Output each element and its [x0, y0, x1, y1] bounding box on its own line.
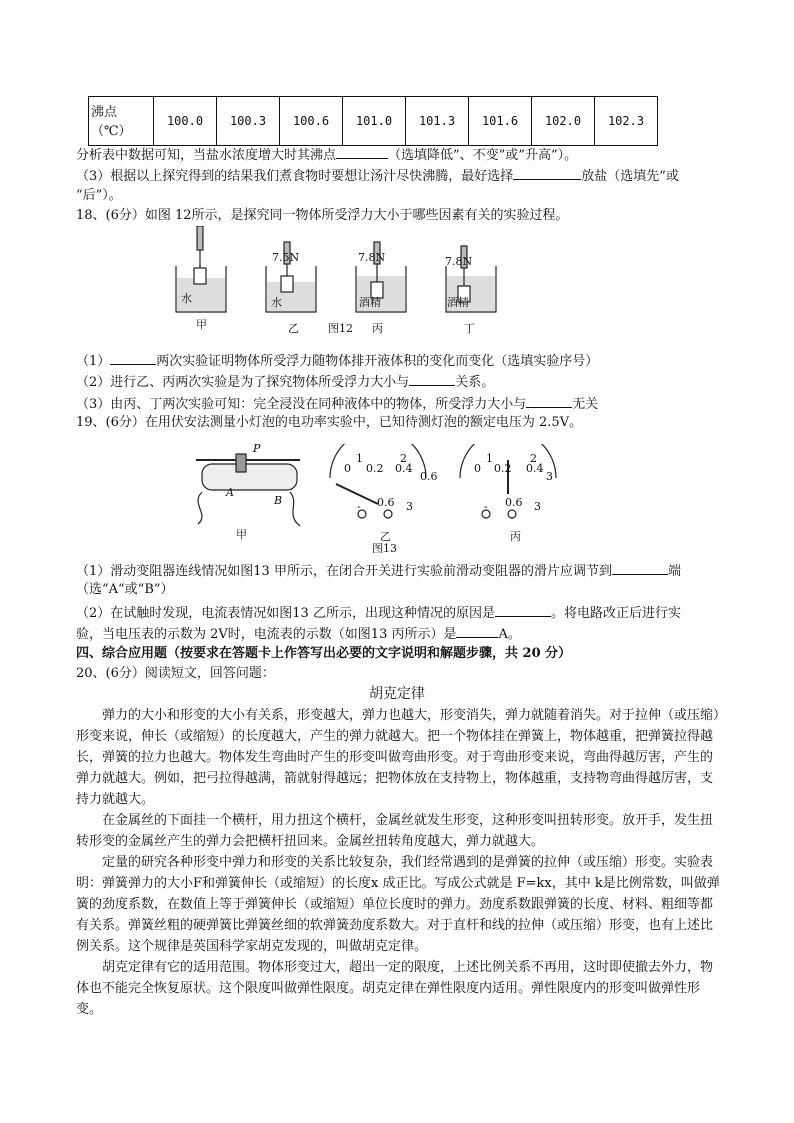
table-cell: 102.0	[532, 97, 595, 146]
answer-blank[interactable]	[336, 144, 388, 159]
liquid-label: 酒精	[359, 296, 381, 309]
boiling-point-table	[88, 96, 658, 146]
terminal	[384, 510, 392, 518]
text: 19、(6分）在用伏安法测量小灯泡的电功率实验中，已知待测灯泡的额定电压为 2.5V。	[76, 415, 583, 430]
liquid-label: 水	[181, 292, 192, 305]
minus-terminal-label: -	[357, 500, 361, 513]
table-row	[89, 97, 658, 146]
text: 分析表中数据可知，当盐水浓度增大时其沸点	[76, 148, 337, 163]
scale-label: 2	[400, 452, 407, 465]
terminal-label: 0.6	[377, 496, 395, 509]
text: 端	[667, 564, 681, 579]
question-19-1	[76, 560, 681, 582]
article-paragraph: 定量的研究各种形变中弹力和形变的关系比较复杂，我们经常遇到的是弹簧的拉伸（或压缩）形变。实验表明：弹簧弹力的大小F和弹簧伸长（或缩短）的长度x 成正比。写成公式就是 F=kx，其中 k是比例常数，叫做弹簧的劲度系数，在数值上等于弹簧伸长（或缩短）单位长度时的弹力。劲度系数跟弹簧的长度、材料、粗细等都有关系。弹簧丝粗的硬弹簧比弹簧丝细的软弹簧劲度系数大。对于直杆和线的拉伸（或压缩）形变，也有上述比例关系。这个规律是英国科学家胡克发现的，叫做胡克定律。	[76, 855, 720, 954]
question-19-1-cont	[76, 580, 174, 600]
force-label: 7.8N	[445, 255, 473, 268]
figure-caption: 图13	[372, 542, 397, 555]
figure-label: 丁	[464, 322, 475, 335]
table-cell: 101.3	[406, 97, 469, 146]
terminal-label: 3	[534, 500, 541, 513]
article-paragraph: 弹力的大小和形变的大小有关系，形变越大，弹力也越大，形变消失，弹力就随着消失。对于拉伸（或压缩）形变来说，伸长（或缩短）的长度越大，产生的弹力就越大。把一个物体挂在弹簧上，物体越重，把弹簧拉得越长，弹簧的拉力也越大。物体发生弯曲时产生的形变叫做弯曲形变。对于弯曲形变来说，弯曲得越厉害，产生的弹力就越大。例如，把弓拉得越满，箭就射得越远；把物体放在支持物上，物体越重，支持物弯曲得越厉害，支持力就越大。	[76, 708, 720, 807]
question-18-3	[76, 393, 598, 415]
terminal-label: 3	[406, 500, 413, 513]
scale-label: 0.4	[526, 462, 544, 475]
text: （1）	[76, 354, 111, 369]
figure-label: 丙	[372, 322, 383, 335]
section-heading	[76, 644, 571, 664]
figure-label: 乙	[288, 322, 299, 335]
question-19	[76, 413, 582, 433]
article-title: 胡克定律	[369, 686, 425, 702]
text: “后”）。	[76, 188, 122, 203]
force-label: 7.8N	[358, 251, 386, 264]
answer-blank[interactable]	[526, 393, 572, 408]
answer-blank[interactable]	[495, 602, 551, 617]
scale-label: 0	[344, 462, 351, 475]
table-cell: 100.6	[280, 97, 343, 146]
article-paragraph: 在金属丝的下面挂一个横杆，用力扭这个横杆，金属丝就发生形变，这种形变叫扭转形变。放开手，发生扭转形变的金属丝产生的弹力会把横杆扭回来。金属丝扭转角度越大，弹力就越大。	[76, 813, 714, 849]
text: 。将电路改正后进行实	[550, 606, 681, 621]
scale-label: 2	[530, 452, 537, 465]
text: （3）由丙、丁两次实验可知：完全浸没在同种液体中的物体，所受浮力大小与	[76, 397, 527, 412]
object-block	[281, 276, 293, 292]
scale-label: 0.6	[420, 470, 438, 483]
table-cell: 100.0	[154, 97, 217, 146]
question-18-1	[76, 350, 598, 372]
end-label: B	[274, 494, 283, 507]
scale-label: 3	[546, 470, 553, 483]
force-label: 7.5N	[272, 251, 300, 264]
figure-label: 甲	[236, 528, 247, 541]
text: A。	[498, 627, 521, 642]
terminal	[508, 510, 516, 518]
text: （2）在试触时发现，电流表情况如图13 乙所示，出现这种情况的原因是	[76, 606, 495, 621]
text: （2）进行乙、丙两次实验是为了探究物体所受浮力大小与	[76, 375, 410, 390]
figure-label: 甲	[196, 318, 207, 331]
answer-blank[interactable]	[612, 560, 668, 575]
question-17-3-cont	[76, 186, 122, 206]
object-block	[194, 268, 206, 284]
answer-blank[interactable]	[456, 623, 498, 638]
wire	[290, 492, 300, 526]
figure-label: 丙	[510, 530, 521, 543]
rheostat-coil	[202, 464, 297, 490]
text: 四、综合应用题（按要求在答题卡上作答写出必要的文字说明和解题步骤，共 20 分）	[76, 646, 572, 661]
question-19-2-cont	[76, 623, 521, 645]
text: （选“A“或“B”）	[76, 582, 174, 597]
question-18	[76, 206, 569, 226]
slider	[236, 454, 246, 472]
spring-scale	[197, 226, 203, 250]
answer-blank[interactable]	[409, 371, 455, 386]
end-label: A	[226, 486, 234, 499]
liquid-label: 水	[271, 296, 282, 309]
table-cell: 100.3	[217, 97, 280, 146]
scale-label: 0.4	[395, 462, 413, 475]
article-paragraph: 胡克定律有它的适用范围。物体形变过大，超出一定的限度，上述比例关系不再用，这时即使撤去外力，物体也不能完全恢复原状。这个限度叫做弹性限度。胡克定律在弹性限度内适用。弹性限度内的形变叫做弹性形变。	[76, 960, 714, 1017]
scale-label: 1	[486, 452, 493, 465]
analysis-line	[76, 144, 577, 166]
figure-caption: 图12	[328, 322, 353, 335]
text: 放盐（选填先”或	[581, 169, 679, 184]
table-cell: 101.0	[343, 97, 406, 146]
scale-label: 1	[356, 452, 363, 465]
text: （选填降低”、不变”或”升高”）。	[388, 148, 578, 163]
table-cell: 102.3	[595, 97, 658, 146]
question-20	[76, 664, 275, 684]
text: 20、(6分）阅读短文，回答问题：	[76, 666, 275, 681]
text: 18、(6分）如图 12所示，是探究同一物体所受浮力大小于哪些因素有关的实验过程。	[76, 208, 569, 223]
table-header-cell: 沸点（℃）	[89, 97, 154, 146]
liquid-label: 酒精	[447, 296, 469, 309]
minus-terminal-label: -	[484, 500, 488, 513]
text: 两次实验证明物体所受浮力随物体排开液体积的变化而变化（选填实验序号）	[156, 354, 599, 369]
scale-label: 0.2	[366, 462, 384, 475]
text: 关系。	[455, 375, 495, 390]
figure-label: 乙	[380, 530, 391, 543]
question-18-2	[76, 371, 494, 393]
scale-label: 0	[474, 462, 481, 475]
text: 验，当电压表的示数为 2V时，电流表的示数（如图13 丙所示）是	[76, 627, 457, 642]
text: 无关	[572, 397, 599, 412]
wire	[198, 492, 202, 524]
text: （1）滑动变阻器连线情况如图13 甲所示，在闭合开关进行实验前滑动变阻器的滑片应调节到	[76, 564, 612, 579]
answer-blank[interactable]	[513, 165, 581, 180]
question-17-3	[76, 165, 679, 187]
text: （3）根据以上探究得到的结果我们煮食物时要想让汤汁尽快沸腾，最好选择	[76, 169, 514, 184]
table-cell: 101.6	[469, 97, 532, 146]
answer-blank[interactable]	[110, 350, 156, 365]
scale-label: 0.2	[494, 462, 512, 475]
terminal-label: 0.6	[505, 496, 523, 509]
slider-label: P	[253, 442, 261, 455]
question-19-2	[76, 602, 681, 624]
